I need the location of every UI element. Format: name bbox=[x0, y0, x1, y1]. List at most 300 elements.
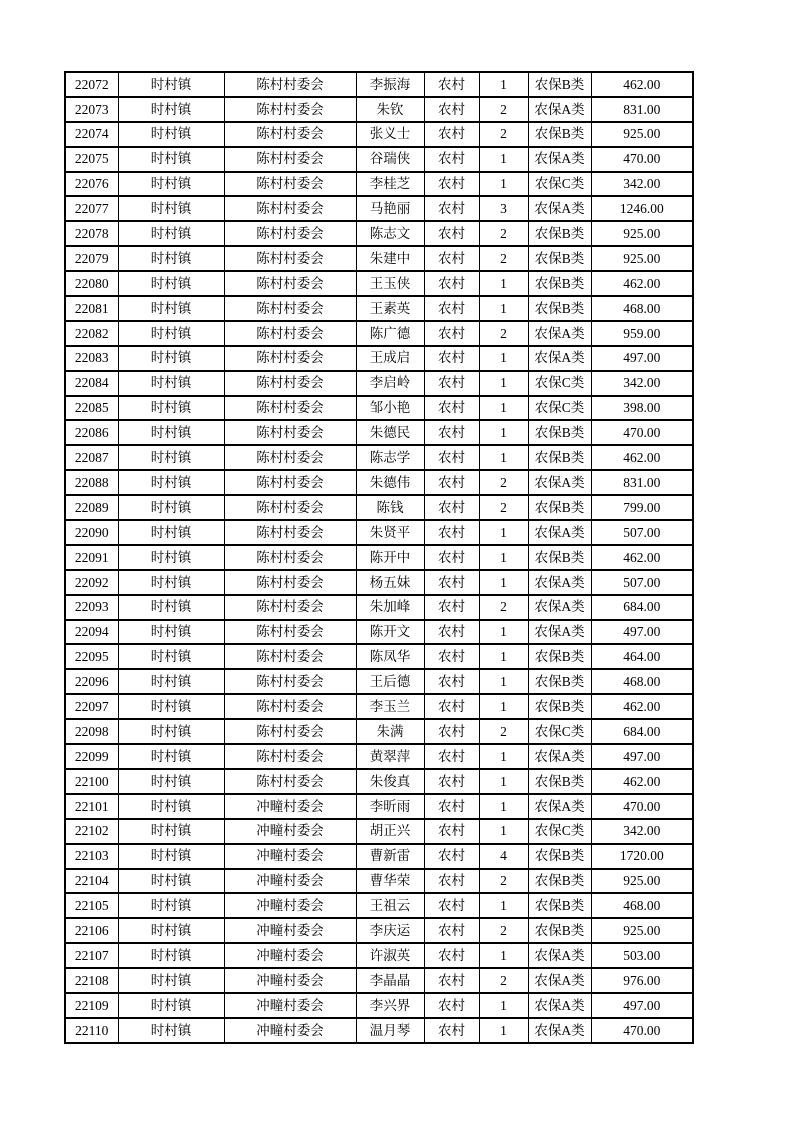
cell-amount: 342.00 bbox=[591, 819, 693, 844]
cell-village-committee: 陈村村委会 bbox=[224, 147, 356, 172]
cell-amount: 507.00 bbox=[591, 520, 693, 545]
cell-record-id: 22102 bbox=[65, 819, 118, 844]
cell-record-id: 22086 bbox=[65, 420, 118, 445]
cell-village-committee: 陈村村委会 bbox=[224, 769, 356, 794]
table-row bbox=[65, 97, 693, 122]
cell-insurance-category: 农保B类 bbox=[528, 669, 591, 694]
cell-person-count: 2 bbox=[479, 968, 528, 993]
cell-residence-type: 农村 bbox=[424, 744, 479, 769]
cell-town: 时村镇 bbox=[118, 844, 224, 869]
cell-insurance-category: 农保B类 bbox=[528, 869, 591, 894]
cell-amount: 342.00 bbox=[591, 172, 693, 197]
table-row bbox=[65, 520, 693, 545]
cell-village-committee: 陈村村委会 bbox=[224, 420, 356, 445]
cell-insurance-category: 农保B类 bbox=[528, 769, 591, 794]
cell-record-id: 22084 bbox=[65, 371, 118, 396]
cell-town: 时村镇 bbox=[118, 918, 224, 943]
cell-village-committee: 陈村村委会 bbox=[224, 396, 356, 421]
cell-village-committee: 冲疃村委会 bbox=[224, 893, 356, 918]
cell-amount: 470.00 bbox=[591, 794, 693, 819]
table-row bbox=[65, 719, 693, 744]
cell-residence-type: 农村 bbox=[424, 918, 479, 943]
cell-village-committee: 陈村村委会 bbox=[224, 371, 356, 396]
cell-amount: 462.00 bbox=[591, 72, 693, 97]
cell-record-id: 22076 bbox=[65, 172, 118, 197]
cell-residence-type: 农村 bbox=[424, 72, 479, 97]
cell-insurance-category: 农保B类 bbox=[528, 694, 591, 719]
cell-residence-type: 农村 bbox=[424, 445, 479, 470]
cell-record-id: 22096 bbox=[65, 669, 118, 694]
cell-person-name: 陈开中 bbox=[356, 545, 424, 570]
cell-insurance-category: 农保A类 bbox=[528, 470, 591, 495]
cell-person-count: 2 bbox=[479, 595, 528, 620]
table-row bbox=[65, 246, 693, 271]
cell-insurance-category: 农保A类 bbox=[528, 1018, 591, 1043]
cell-residence-type: 农村 bbox=[424, 470, 479, 495]
table-row bbox=[65, 445, 693, 470]
cell-person-name: 陈志学 bbox=[356, 445, 424, 470]
cell-village-committee: 冲疃村委会 bbox=[224, 794, 356, 819]
cell-person-name: 杨五妹 bbox=[356, 570, 424, 595]
cell-person-name: 王成启 bbox=[356, 346, 424, 371]
cell-insurance-category: 农保B类 bbox=[528, 246, 591, 271]
cell-town: 时村镇 bbox=[118, 420, 224, 445]
cell-record-id: 22088 bbox=[65, 470, 118, 495]
table-row bbox=[65, 221, 693, 246]
cell-record-id: 22104 bbox=[65, 869, 118, 894]
cell-residence-type: 农村 bbox=[424, 221, 479, 246]
cell-town: 时村镇 bbox=[118, 470, 224, 495]
cell-town: 时村镇 bbox=[118, 794, 224, 819]
cell-insurance-category: 农保C类 bbox=[528, 719, 591, 744]
cell-insurance-category: 农保A类 bbox=[528, 346, 591, 371]
table-row bbox=[65, 1018, 693, 1043]
cell-village-committee: 陈村村委会 bbox=[224, 644, 356, 669]
cell-person-name: 温月琴 bbox=[356, 1018, 424, 1043]
cell-town: 时村镇 bbox=[118, 296, 224, 321]
cell-insurance-category: 农保A类 bbox=[528, 968, 591, 993]
cell-village-committee: 陈村村委会 bbox=[224, 744, 356, 769]
cell-person-count: 2 bbox=[479, 122, 528, 147]
cell-record-id: 22077 bbox=[65, 196, 118, 221]
cell-person-count: 1 bbox=[479, 893, 528, 918]
cell-person-name: 朱钦 bbox=[356, 97, 424, 122]
cell-residence-type: 农村 bbox=[424, 943, 479, 968]
cell-person-count: 1 bbox=[479, 570, 528, 595]
cell-record-id: 22078 bbox=[65, 221, 118, 246]
cell-amount: 468.00 bbox=[591, 893, 693, 918]
cell-record-id: 22079 bbox=[65, 246, 118, 271]
table-row bbox=[65, 794, 693, 819]
cell-insurance-category: 农保B类 bbox=[528, 893, 591, 918]
cell-town: 时村镇 bbox=[118, 147, 224, 172]
table-row bbox=[65, 595, 693, 620]
cell-residence-type: 农村 bbox=[424, 346, 479, 371]
cell-person-name: 李昕雨 bbox=[356, 794, 424, 819]
cell-person-name: 曹华荣 bbox=[356, 869, 424, 894]
cell-person-name: 陈凤华 bbox=[356, 644, 424, 669]
cell-village-committee: 冲疃村委会 bbox=[224, 918, 356, 943]
cell-record-id: 22110 bbox=[65, 1018, 118, 1043]
cell-person-name: 李桂芝 bbox=[356, 172, 424, 197]
cell-town: 时村镇 bbox=[118, 993, 224, 1018]
cell-residence-type: 农村 bbox=[424, 246, 479, 271]
cell-insurance-category: 农保B类 bbox=[528, 420, 591, 445]
cell-amount: 470.00 bbox=[591, 147, 693, 172]
cell-village-committee: 陈村村委会 bbox=[224, 72, 356, 97]
cell-person-count: 1 bbox=[479, 545, 528, 570]
cell-town: 时村镇 bbox=[118, 271, 224, 296]
cell-record-id: 22099 bbox=[65, 744, 118, 769]
cell-record-id: 22075 bbox=[65, 147, 118, 172]
cell-village-committee: 冲疃村委会 bbox=[224, 968, 356, 993]
cell-residence-type: 农村 bbox=[424, 196, 479, 221]
cell-insurance-category: 农保B类 bbox=[528, 122, 591, 147]
cell-residence-type: 农村 bbox=[424, 172, 479, 197]
cell-person-count: 1 bbox=[479, 72, 528, 97]
cell-residence-type: 农村 bbox=[424, 769, 479, 794]
table-body bbox=[65, 72, 693, 1043]
cell-insurance-category: 农保C类 bbox=[528, 819, 591, 844]
cell-residence-type: 农村 bbox=[424, 993, 479, 1018]
table-row bbox=[65, 296, 693, 321]
table-row bbox=[65, 420, 693, 445]
cell-insurance-category: 农保B类 bbox=[528, 545, 591, 570]
cell-village-committee: 冲疃村委会 bbox=[224, 1018, 356, 1043]
cell-person-count: 2 bbox=[479, 246, 528, 271]
cell-residence-type: 农村 bbox=[424, 97, 479, 122]
cell-person-name: 陈志文 bbox=[356, 221, 424, 246]
cell-record-id: 22080 bbox=[65, 271, 118, 296]
cell-amount: 462.00 bbox=[591, 271, 693, 296]
cell-person-name: 李晶晶 bbox=[356, 968, 424, 993]
cell-person-name: 陈钱 bbox=[356, 495, 424, 520]
cell-village-committee: 冲疃村委会 bbox=[224, 844, 356, 869]
cell-amount: 497.00 bbox=[591, 620, 693, 645]
cell-town: 时村镇 bbox=[118, 196, 224, 221]
cell-village-committee: 陈村村委会 bbox=[224, 520, 356, 545]
cell-village-committee: 陈村村委会 bbox=[224, 221, 356, 246]
cell-town: 时村镇 bbox=[118, 819, 224, 844]
cell-person-count: 1 bbox=[479, 669, 528, 694]
cell-amount: 497.00 bbox=[591, 744, 693, 769]
cell-record-id: 22074 bbox=[65, 122, 118, 147]
cell-person-count: 1 bbox=[479, 794, 528, 819]
cell-amount: 1720.00 bbox=[591, 844, 693, 869]
cell-amount: 507.00 bbox=[591, 570, 693, 595]
cell-person-name: 王祖云 bbox=[356, 893, 424, 918]
cell-record-id: 22092 bbox=[65, 570, 118, 595]
cell-person-count: 1 bbox=[479, 445, 528, 470]
cell-amount: 925.00 bbox=[591, 918, 693, 943]
cell-amount: 925.00 bbox=[591, 869, 693, 894]
cell-town: 时村镇 bbox=[118, 968, 224, 993]
cell-amount: 398.00 bbox=[591, 396, 693, 421]
cell-residence-type: 农村 bbox=[424, 1018, 479, 1043]
cell-residence-type: 农村 bbox=[424, 122, 479, 147]
cell-record-id: 22073 bbox=[65, 97, 118, 122]
cell-town: 时村镇 bbox=[118, 869, 224, 894]
cell-amount: 462.00 bbox=[591, 694, 693, 719]
cell-person-name: 谷瑞侠 bbox=[356, 147, 424, 172]
cell-person-name: 邹小艳 bbox=[356, 396, 424, 421]
cell-record-id: 22091 bbox=[65, 545, 118, 570]
cell-residence-type: 农村 bbox=[424, 644, 479, 669]
cell-insurance-category: 农保B类 bbox=[528, 495, 591, 520]
cell-residence-type: 农村 bbox=[424, 420, 479, 445]
table-row bbox=[65, 968, 693, 993]
cell-insurance-category: 农保A类 bbox=[528, 196, 591, 221]
cell-person-name: 王素英 bbox=[356, 296, 424, 321]
cell-amount: 497.00 bbox=[591, 993, 693, 1018]
cell-insurance-category: 农保A类 bbox=[528, 620, 591, 645]
cell-person-count: 1 bbox=[479, 346, 528, 371]
cell-person-name: 张义士 bbox=[356, 122, 424, 147]
cell-insurance-category: 农保B类 bbox=[528, 844, 591, 869]
table-row bbox=[65, 396, 693, 421]
cell-town: 时村镇 bbox=[118, 719, 224, 744]
cell-person-count: 2 bbox=[479, 495, 528, 520]
cell-insurance-category: 农保A类 bbox=[528, 570, 591, 595]
cell-residence-type: 农村 bbox=[424, 545, 479, 570]
table-row bbox=[65, 869, 693, 894]
cell-amount: 468.00 bbox=[591, 669, 693, 694]
cell-person-name: 朱俊真 bbox=[356, 769, 424, 794]
cell-village-committee: 陈村村委会 bbox=[224, 495, 356, 520]
cell-town: 时村镇 bbox=[118, 221, 224, 246]
table-row bbox=[65, 669, 693, 694]
cell-person-count: 2 bbox=[479, 221, 528, 246]
cell-person-count: 2 bbox=[479, 869, 528, 894]
table-row bbox=[65, 147, 693, 172]
cell-town: 时村镇 bbox=[118, 943, 224, 968]
cell-person-count: 1 bbox=[479, 396, 528, 421]
cell-person-count: 2 bbox=[479, 321, 528, 346]
cell-insurance-category: 农保A类 bbox=[528, 794, 591, 819]
cell-residence-type: 农村 bbox=[424, 620, 479, 645]
table-row bbox=[65, 371, 693, 396]
cell-residence-type: 农村 bbox=[424, 968, 479, 993]
table-row bbox=[65, 620, 693, 645]
cell-insurance-category: 农保B类 bbox=[528, 644, 591, 669]
cell-record-id: 22097 bbox=[65, 694, 118, 719]
cell-town: 时村镇 bbox=[118, 893, 224, 918]
cell-person-name: 李庆运 bbox=[356, 918, 424, 943]
table-row bbox=[65, 271, 693, 296]
cell-record-id: 22094 bbox=[65, 620, 118, 645]
cell-residence-type: 农村 bbox=[424, 296, 479, 321]
cell-person-count: 1 bbox=[479, 520, 528, 545]
cell-village-committee: 陈村村委会 bbox=[224, 296, 356, 321]
cell-person-name: 王玉侠 bbox=[356, 271, 424, 296]
cell-village-committee: 冲疃村委会 bbox=[224, 993, 356, 1018]
table-row bbox=[65, 918, 693, 943]
cell-village-committee: 陈村村委会 bbox=[224, 246, 356, 271]
cell-person-count: 1 bbox=[479, 271, 528, 296]
cell-person-count: 3 bbox=[479, 196, 528, 221]
cell-record-id: 22082 bbox=[65, 321, 118, 346]
cell-person-count: 4 bbox=[479, 844, 528, 869]
cell-village-committee: 冲疃村委会 bbox=[224, 869, 356, 894]
table-row bbox=[65, 545, 693, 570]
cell-person-name: 朱贤平 bbox=[356, 520, 424, 545]
table-row bbox=[65, 196, 693, 221]
cell-person-count: 1 bbox=[479, 943, 528, 968]
cell-village-committee: 冲疃村委会 bbox=[224, 943, 356, 968]
cell-amount: 462.00 bbox=[591, 545, 693, 570]
cell-village-committee: 陈村村委会 bbox=[224, 669, 356, 694]
table-row bbox=[65, 819, 693, 844]
table-row bbox=[65, 769, 693, 794]
cell-town: 时村镇 bbox=[118, 172, 224, 197]
cell-person-name: 李兴界 bbox=[356, 993, 424, 1018]
cell-residence-type: 农村 bbox=[424, 719, 479, 744]
cell-town: 时村镇 bbox=[118, 694, 224, 719]
cell-amount: 464.00 bbox=[591, 644, 693, 669]
cell-town: 时村镇 bbox=[118, 644, 224, 669]
table-row bbox=[65, 495, 693, 520]
cell-record-id: 22101 bbox=[65, 794, 118, 819]
cell-record-id: 22103 bbox=[65, 844, 118, 869]
table-row bbox=[65, 570, 693, 595]
cell-town: 时村镇 bbox=[118, 620, 224, 645]
cell-amount: 1246.00 bbox=[591, 196, 693, 221]
cell-person-name: 陈开文 bbox=[356, 620, 424, 645]
cell-town: 时村镇 bbox=[118, 1018, 224, 1043]
cell-village-committee: 陈村村委会 bbox=[224, 570, 356, 595]
cell-person-name: 朱建中 bbox=[356, 246, 424, 271]
cell-town: 时村镇 bbox=[118, 97, 224, 122]
cell-person-count: 1 bbox=[479, 371, 528, 396]
cell-person-count: 1 bbox=[479, 644, 528, 669]
cell-insurance-category: 农保B类 bbox=[528, 72, 591, 97]
cell-person-name: 朱德伟 bbox=[356, 470, 424, 495]
cell-amount: 799.00 bbox=[591, 495, 693, 520]
cell-amount: 925.00 bbox=[591, 122, 693, 147]
benefit-records-table bbox=[64, 71, 694, 1044]
cell-village-committee: 陈村村委会 bbox=[224, 122, 356, 147]
cell-residence-type: 农村 bbox=[424, 271, 479, 296]
cell-village-committee: 陈村村委会 bbox=[224, 97, 356, 122]
cell-insurance-category: 农保C类 bbox=[528, 396, 591, 421]
cell-insurance-category: 农保A类 bbox=[528, 97, 591, 122]
cell-village-committee: 陈村村委会 bbox=[224, 595, 356, 620]
table-row bbox=[65, 844, 693, 869]
table-row bbox=[65, 744, 693, 769]
cell-record-id: 22089 bbox=[65, 495, 118, 520]
cell-insurance-category: 农保A类 bbox=[528, 520, 591, 545]
cell-person-name: 朱德民 bbox=[356, 420, 424, 445]
cell-person-name: 王后德 bbox=[356, 669, 424, 694]
table-row bbox=[65, 644, 693, 669]
cell-amount: 462.00 bbox=[591, 769, 693, 794]
cell-person-count: 2 bbox=[479, 918, 528, 943]
cell-amount: 468.00 bbox=[591, 296, 693, 321]
cell-village-committee: 陈村村委会 bbox=[224, 172, 356, 197]
cell-person-name: 李启岭 bbox=[356, 371, 424, 396]
cell-record-id: 22107 bbox=[65, 943, 118, 968]
cell-person-count: 1 bbox=[479, 1018, 528, 1043]
table-row bbox=[65, 122, 693, 147]
cell-person-name: 朱满 bbox=[356, 719, 424, 744]
cell-town: 时村镇 bbox=[118, 445, 224, 470]
cell-record-id: 22100 bbox=[65, 769, 118, 794]
table-row bbox=[65, 72, 693, 97]
cell-amount: 831.00 bbox=[591, 97, 693, 122]
table-row bbox=[65, 172, 693, 197]
cell-village-committee: 陈村村委会 bbox=[224, 321, 356, 346]
cell-person-count: 1 bbox=[479, 819, 528, 844]
cell-residence-type: 农村 bbox=[424, 495, 479, 520]
cell-person-count: 1 bbox=[479, 172, 528, 197]
cell-village-committee: 陈村村委会 bbox=[224, 445, 356, 470]
cell-residence-type: 农村 bbox=[424, 694, 479, 719]
cell-person-name: 胡正兴 bbox=[356, 819, 424, 844]
cell-insurance-category: 农保A类 bbox=[528, 595, 591, 620]
cell-town: 时村镇 bbox=[118, 371, 224, 396]
cell-insurance-category: 农保B类 bbox=[528, 296, 591, 321]
cell-record-id: 22109 bbox=[65, 993, 118, 1018]
cell-town: 时村镇 bbox=[118, 495, 224, 520]
cell-village-committee: 陈村村委会 bbox=[224, 545, 356, 570]
cell-person-name: 马艳丽 bbox=[356, 196, 424, 221]
cell-record-id: 22090 bbox=[65, 520, 118, 545]
cell-village-committee: 陈村村委会 bbox=[224, 196, 356, 221]
cell-insurance-category: 农保B类 bbox=[528, 221, 591, 246]
cell-amount: 503.00 bbox=[591, 943, 693, 968]
table-row bbox=[65, 321, 693, 346]
cell-person-name: 许淑英 bbox=[356, 943, 424, 968]
cell-person-count: 1 bbox=[479, 620, 528, 645]
cell-town: 时村镇 bbox=[118, 769, 224, 794]
cell-town: 时村镇 bbox=[118, 545, 224, 570]
cell-residence-type: 农村 bbox=[424, 669, 479, 694]
cell-town: 时村镇 bbox=[118, 346, 224, 371]
cell-insurance-category: 农保B类 bbox=[528, 271, 591, 296]
cell-village-committee: 陈村村委会 bbox=[224, 271, 356, 296]
cell-insurance-category: 农保C类 bbox=[528, 172, 591, 197]
cell-town: 时村镇 bbox=[118, 321, 224, 346]
cell-town: 时村镇 bbox=[118, 122, 224, 147]
cell-insurance-category: 农保B类 bbox=[528, 445, 591, 470]
cell-person-count: 1 bbox=[479, 296, 528, 321]
table-row bbox=[65, 346, 693, 371]
cell-town: 时村镇 bbox=[118, 246, 224, 271]
cell-town: 时村镇 bbox=[118, 520, 224, 545]
cell-record-id: 22093 bbox=[65, 595, 118, 620]
cell-village-committee: 陈村村委会 bbox=[224, 346, 356, 371]
cell-town: 时村镇 bbox=[118, 595, 224, 620]
cell-amount: 831.00 bbox=[591, 470, 693, 495]
cell-residence-type: 农村 bbox=[424, 371, 479, 396]
cell-village-committee: 冲疃村委会 bbox=[224, 819, 356, 844]
table-row bbox=[65, 694, 693, 719]
cell-town: 时村镇 bbox=[118, 396, 224, 421]
cell-person-name: 黄翠萍 bbox=[356, 744, 424, 769]
cell-amount: 959.00 bbox=[591, 321, 693, 346]
cell-person-count: 2 bbox=[479, 97, 528, 122]
cell-insurance-category: 农保A类 bbox=[528, 993, 591, 1018]
cell-person-count: 1 bbox=[479, 694, 528, 719]
cell-person-count: 1 bbox=[479, 993, 528, 1018]
cell-town: 时村镇 bbox=[118, 744, 224, 769]
cell-residence-type: 农村 bbox=[424, 321, 479, 346]
cell-record-id: 22087 bbox=[65, 445, 118, 470]
cell-residence-type: 农村 bbox=[424, 794, 479, 819]
cell-record-id: 22095 bbox=[65, 644, 118, 669]
table-row bbox=[65, 943, 693, 968]
cell-amount: 925.00 bbox=[591, 221, 693, 246]
